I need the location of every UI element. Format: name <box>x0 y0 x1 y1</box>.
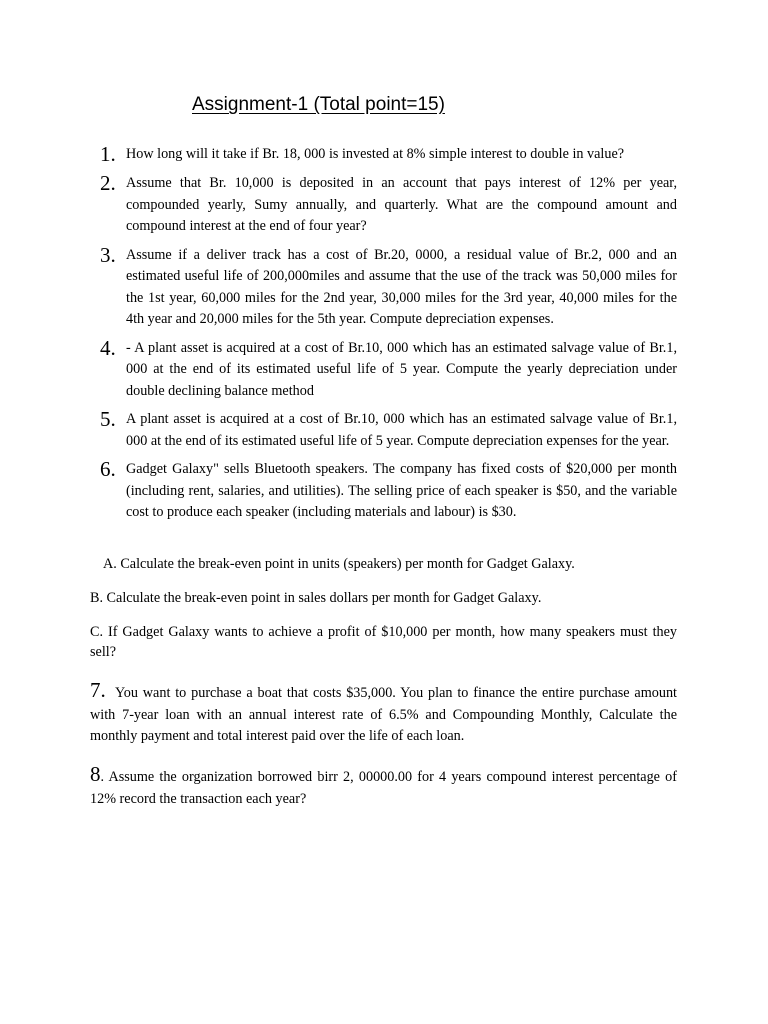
question-3 <box>100 243 677 331</box>
question-number: 8 <box>90 762 101 786</box>
question-number: 5. <box>100 407 116 431</box>
question-list <box>100 142 677 529</box>
question-text: Assume if a deliver track has a cost of Br.20, 0000, a residual value of Br.2, 000 and an estimated useful life of 200,000miles and assume that the use of the track was 50,000 miles for the 1st year, 60,000 miles for the 2nd year, 30,000 miles for the 3rd year, 40,000 miles for the 4th year and 20,000 miles for the 5th year. Compute depreciation expenses. <box>126 246 677 327</box>
question-4 <box>100 336 677 403</box>
question-number: 4. <box>100 335 116 360</box>
subpart-a: A. Calculate the break-even point in units (speakers) per month for Gadget Galaxy. <box>103 556 575 572</box>
question-8 <box>90 763 677 810</box>
question-2 <box>100 171 677 238</box>
question-number: 7. <box>90 678 106 702</box>
question-text: A plant asset is acquired at a cost of Br.10, 000 which has an estimated salvage value of Br.1, 000 at the end of its estimated useful life of 5 year. Compute depreciation expenses for the year. <box>126 411 677 449</box>
question-text: Assume that Br. 10,000 is deposited in an account that pays interest of 12% per year, compounded yearly, Sumy annually, and quarterly. What are the compound amount and compound interest at the end of four year? <box>126 175 677 234</box>
question-text: You want to purchase a boat that costs $35,000. You plan to finance the entire purchase amount with 7-year loan with an annual interest rate of 6.5% and Compounding Monthly, Calculate the monthly payment and total interest paid over the life of each loan. <box>90 685 677 744</box>
question-number: 2. <box>100 171 116 195</box>
page-title: Assignment-1 (Total point=15) <box>192 94 445 115</box>
question-text: How long will it take if Br. 18, 000 is invested at 8% simple interest to double in value? <box>126 146 625 162</box>
subpart-b: B. Calculate the break-even point in sales dollars per month for Gadget Galaxy. <box>90 590 542 606</box>
question-text: Gadget Galaxy" sells Bluetooth speakers. The company has fixed costs of $20,000 per month (including rent, salaries, and utilities). The selling price of each speaker is $50, and the variable cost to produce each speaker (including materials and labour) is $30. <box>126 461 677 520</box>
question-text: - A plant asset is acquired at a cost of Br.10, 000 which has an estimated salvage value of Br.1, 000 at the end of its estimated useful life of 5 year. Compute the yearly depreciation under double declining balance method <box>126 339 677 399</box>
question-7 <box>90 680 677 748</box>
question-text: . Assume the organization borrowed birr 2, 00000.00 for 4 years compound interest percentage of 12% record the transaction each year? <box>90 769 677 807</box>
question-6 <box>100 457 677 524</box>
question-number: 6. <box>100 457 116 481</box>
question-number: 3. <box>100 242 116 267</box>
question-1 <box>100 142 677 166</box>
question-5 <box>100 407 677 452</box>
subpart-c: C. If Gadget Galaxy wants to achieve a profit of $10,000 per month, how many speakers must they sell? <box>90 624 677 660</box>
question-number: 1. <box>100 142 116 166</box>
